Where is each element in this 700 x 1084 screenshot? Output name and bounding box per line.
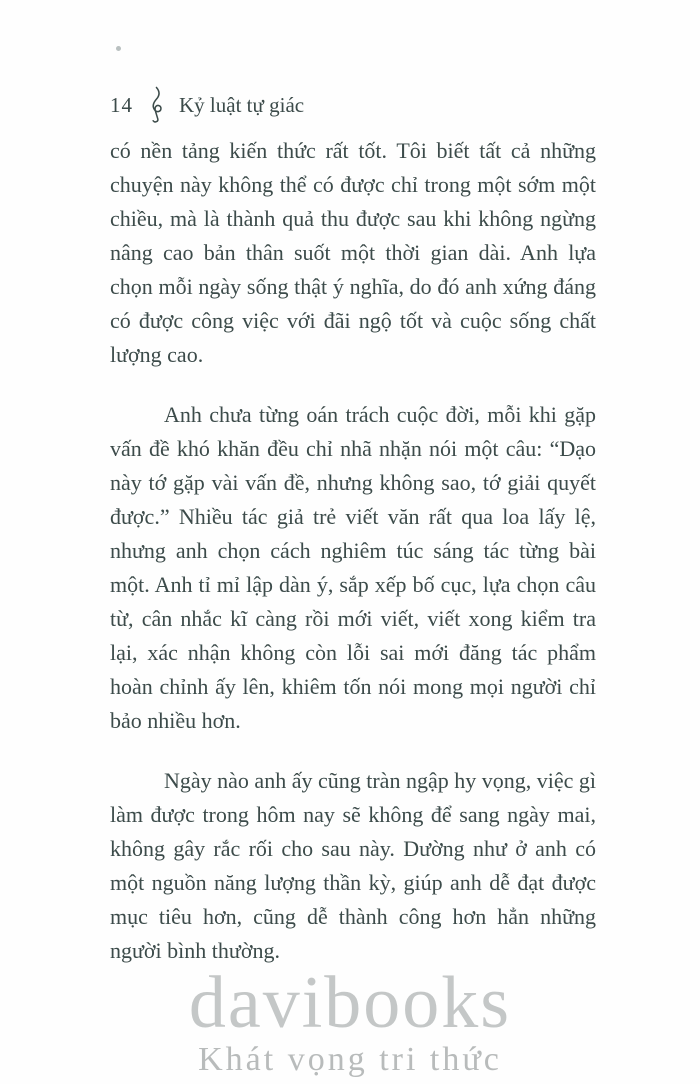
page-body — [110, 134, 596, 994]
watermark-logo-text: davibooks — [188, 962, 512, 1044]
paragraph-3: Ngày nào anh ấy cũng tràn ngập hy vọng, việc gì làm được trong hôm nay sẽ không để sang ngày mai, không gây rắc rối cho sau này. Dường như ở anh có một nguồn năng lượng thần kỳ, giúp anh dễ đạt được mục tiêu hơn, cũng dễ thành công hơn hẳn những người bình thường. — [110, 768, 596, 963]
book-title: Kỷ luật tự giác — [179, 92, 305, 117]
treble-clef-icon — [147, 86, 165, 124]
paragraph-2: Anh chưa từng oán trách cuộc đời, mỗi khi gặp vấn đề khó khăn đều chỉ nhã nhặn nói một câu: “Dạo này tớ gặp vài vấn đề, nhưng không sao, tớ giải quyết được.” Nhiều tác giả trẻ viết văn rất qua loa lấy lệ, nhưng anh chọn cách nghiêm túc sáng tác từng bài một. Anh tỉ mỉ lập dàn ý, sắp xếp bố cục, lựa chọn câu từ, cân nhắc kĩ càng rồi mới viết, viết xong kiểm tra lại, xác nhận không còn lỗi sai mới đăng tác phẩm hoàn chỉnh ấy lên, khiêm tốn nói mong mọi người chỉ bảo nhiều hơn. — [110, 402, 596, 733]
watermark-tagline: Khát vọng tri thức — [198, 1041, 502, 1078]
scan-speck — [116, 46, 121, 51]
page-number: 14 — [110, 92, 133, 117]
paragraph-1: có nền tảng kiến thức rất tốt. Tôi biết tất cả những chuyện này không thể có được chỉ trong một sớm một chiều, mà là thành quả thu được sau khi không ngừng nâng cao bản thân suốt một thời gian dài. Anh lựa chọn mỗi ngày sống thật ý nghĩa, do đó anh xứng đáng có được công việc với đãi ngộ tốt và cuộc sống chất lượng cao. — [110, 138, 596, 367]
page-header — [110, 86, 596, 124]
